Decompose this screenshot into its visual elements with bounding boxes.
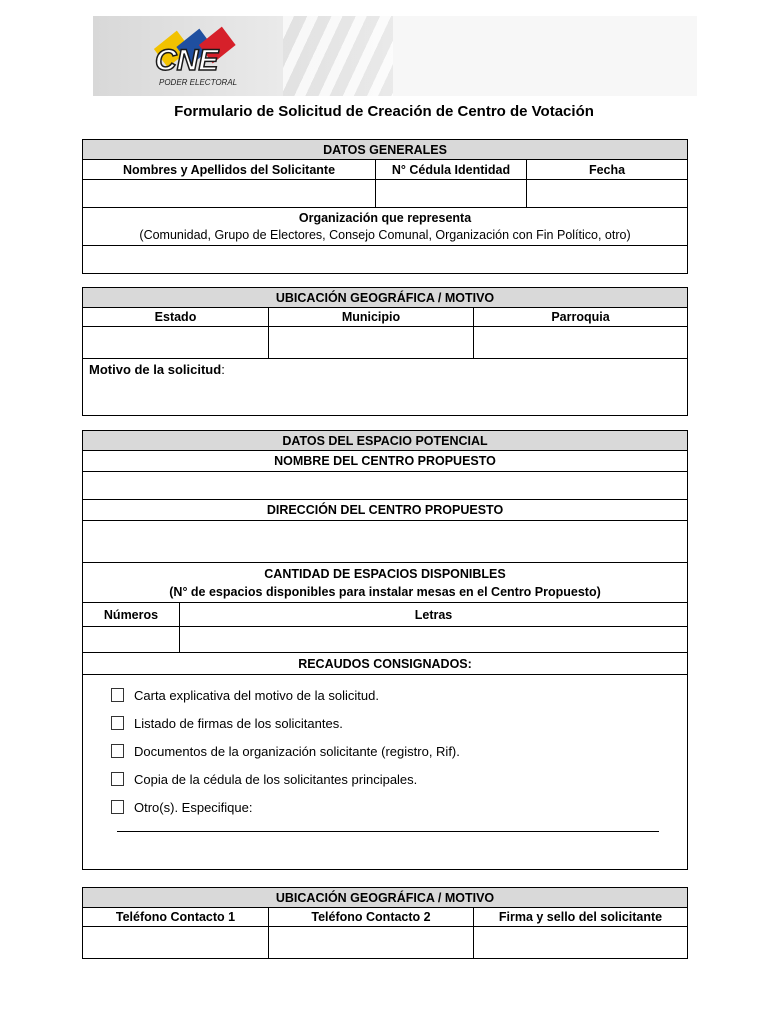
recaudo-item[interactable] xyxy=(111,737,687,765)
motivo-label: Motivo de la solicitud xyxy=(89,362,222,377)
contacto-heading: UBICACIÓN GEOGRÁFICA / MOTIVO xyxy=(83,888,688,908)
cedula-field[interactable] xyxy=(376,180,527,208)
espacio-heading: DATOS DEL ESPACIO POTENCIAL xyxy=(83,431,688,451)
ubicacion-table xyxy=(82,287,688,416)
col-fecha-header: Fecha xyxy=(527,160,688,180)
recaudo-label: Copia de la cédula de los solicitantes principales. xyxy=(134,771,418,787)
especifique-line[interactable] xyxy=(117,831,659,832)
letras-field[interactable] xyxy=(180,627,688,653)
form-title: Formulario de Solicitud de Creación de Centro de Votación xyxy=(174,103,594,120)
checkbox[interactable] xyxy=(111,800,124,814)
numeros-field[interactable] xyxy=(83,627,180,653)
cne-logo xyxy=(123,22,263,92)
checkbox[interactable] xyxy=(111,744,124,758)
recaudo-item[interactable] xyxy=(111,709,687,737)
direccion-centro-label: DIRECCIÓN DEL CENTRO PROPUESTO xyxy=(83,500,688,521)
logo-subtext: PODER ELECTORAL xyxy=(159,78,238,87)
recaudos-label: RECAUDOS CONSIGNADOS: xyxy=(83,653,688,675)
organizacion-hint: (Comunidad, Grupo de Electores, Consejo Comunal, Organización con Fin Político, otro) xyxy=(139,228,631,242)
parroquia-field[interactable] xyxy=(474,327,688,359)
col-letras-header: Letras xyxy=(180,603,688,627)
recaudo-item[interactable] xyxy=(111,681,687,709)
header-banner xyxy=(93,16,697,96)
recaudo-label: Documentos de la organización solicitante (registro, Rif). xyxy=(134,743,460,759)
col-estado-header: Estado xyxy=(83,308,269,327)
col-tel1-header: Teléfono Contacto 1 xyxy=(83,908,269,927)
motivo-field[interactable] xyxy=(83,359,688,416)
checkbox[interactable] xyxy=(111,772,124,786)
col-firma-header: Firma y sello del solicitante xyxy=(474,908,688,927)
recaudo-label: Listado de firmas de los solicitantes. xyxy=(134,715,343,731)
col-numeros-header: Números xyxy=(83,603,180,627)
ubicacion-heading: UBICACIÓN GEOGRÁFICA / MOTIVO xyxy=(83,288,688,308)
col-parroquia-header: Parroquia xyxy=(474,308,688,327)
organizacion-label-cell xyxy=(83,208,688,246)
recaudo-item[interactable] xyxy=(111,793,687,821)
datos-generales-heading: DATOS GENERALES xyxy=(83,140,688,160)
tel1-field[interactable] xyxy=(83,927,269,959)
nombre-centro-label: NOMBRE DEL CENTRO PROPUESTO xyxy=(83,451,688,472)
recaudo-label: Carta explicativa del motivo de la solicitud. xyxy=(134,687,379,703)
organizacion-label: Organización que representa xyxy=(298,211,472,225)
organizacion-field[interactable] xyxy=(83,246,688,274)
cantidad-label: CANTIDAD DE ESPACIOS DISPONIBLES xyxy=(264,566,506,581)
recaudos-list xyxy=(83,675,688,870)
checkbox[interactable] xyxy=(111,688,124,702)
recaudo-item[interactable] xyxy=(111,765,687,793)
nombres-field[interactable] xyxy=(83,180,376,208)
espacio-table xyxy=(82,430,688,870)
banner-blank-area xyxy=(393,16,697,96)
cantidad-hint: (N° de espacios disponibles para instalar mesas en el Centro Propuesto) xyxy=(169,584,601,599)
estado-field[interactable] xyxy=(83,327,269,359)
logo-text: CNE xyxy=(155,44,219,77)
fecha-field[interactable] xyxy=(527,180,688,208)
firma-field[interactable] xyxy=(474,927,688,959)
cantidad-label-cell xyxy=(83,563,688,603)
tel2-field[interactable] xyxy=(269,927,474,959)
nombre-centro-field[interactable] xyxy=(83,472,688,500)
col-municipio-header: Municipio xyxy=(269,308,474,327)
motivo-colon: : xyxy=(221,362,225,377)
recaudo-label: Otro(s). Especifique: xyxy=(134,799,253,815)
direccion-centro-field[interactable] xyxy=(83,521,688,563)
col-tel2-header: Teléfono Contacto 2 xyxy=(269,908,474,927)
municipio-field[interactable] xyxy=(269,327,474,359)
contacto-table xyxy=(82,887,688,959)
datos-generales-table xyxy=(82,139,688,274)
checkbox[interactable] xyxy=(111,716,124,730)
col-nombres-header: Nombres y Apellidos del Solicitante xyxy=(83,160,376,180)
col-cedula-header: N° Cédula Identidad xyxy=(376,160,527,180)
